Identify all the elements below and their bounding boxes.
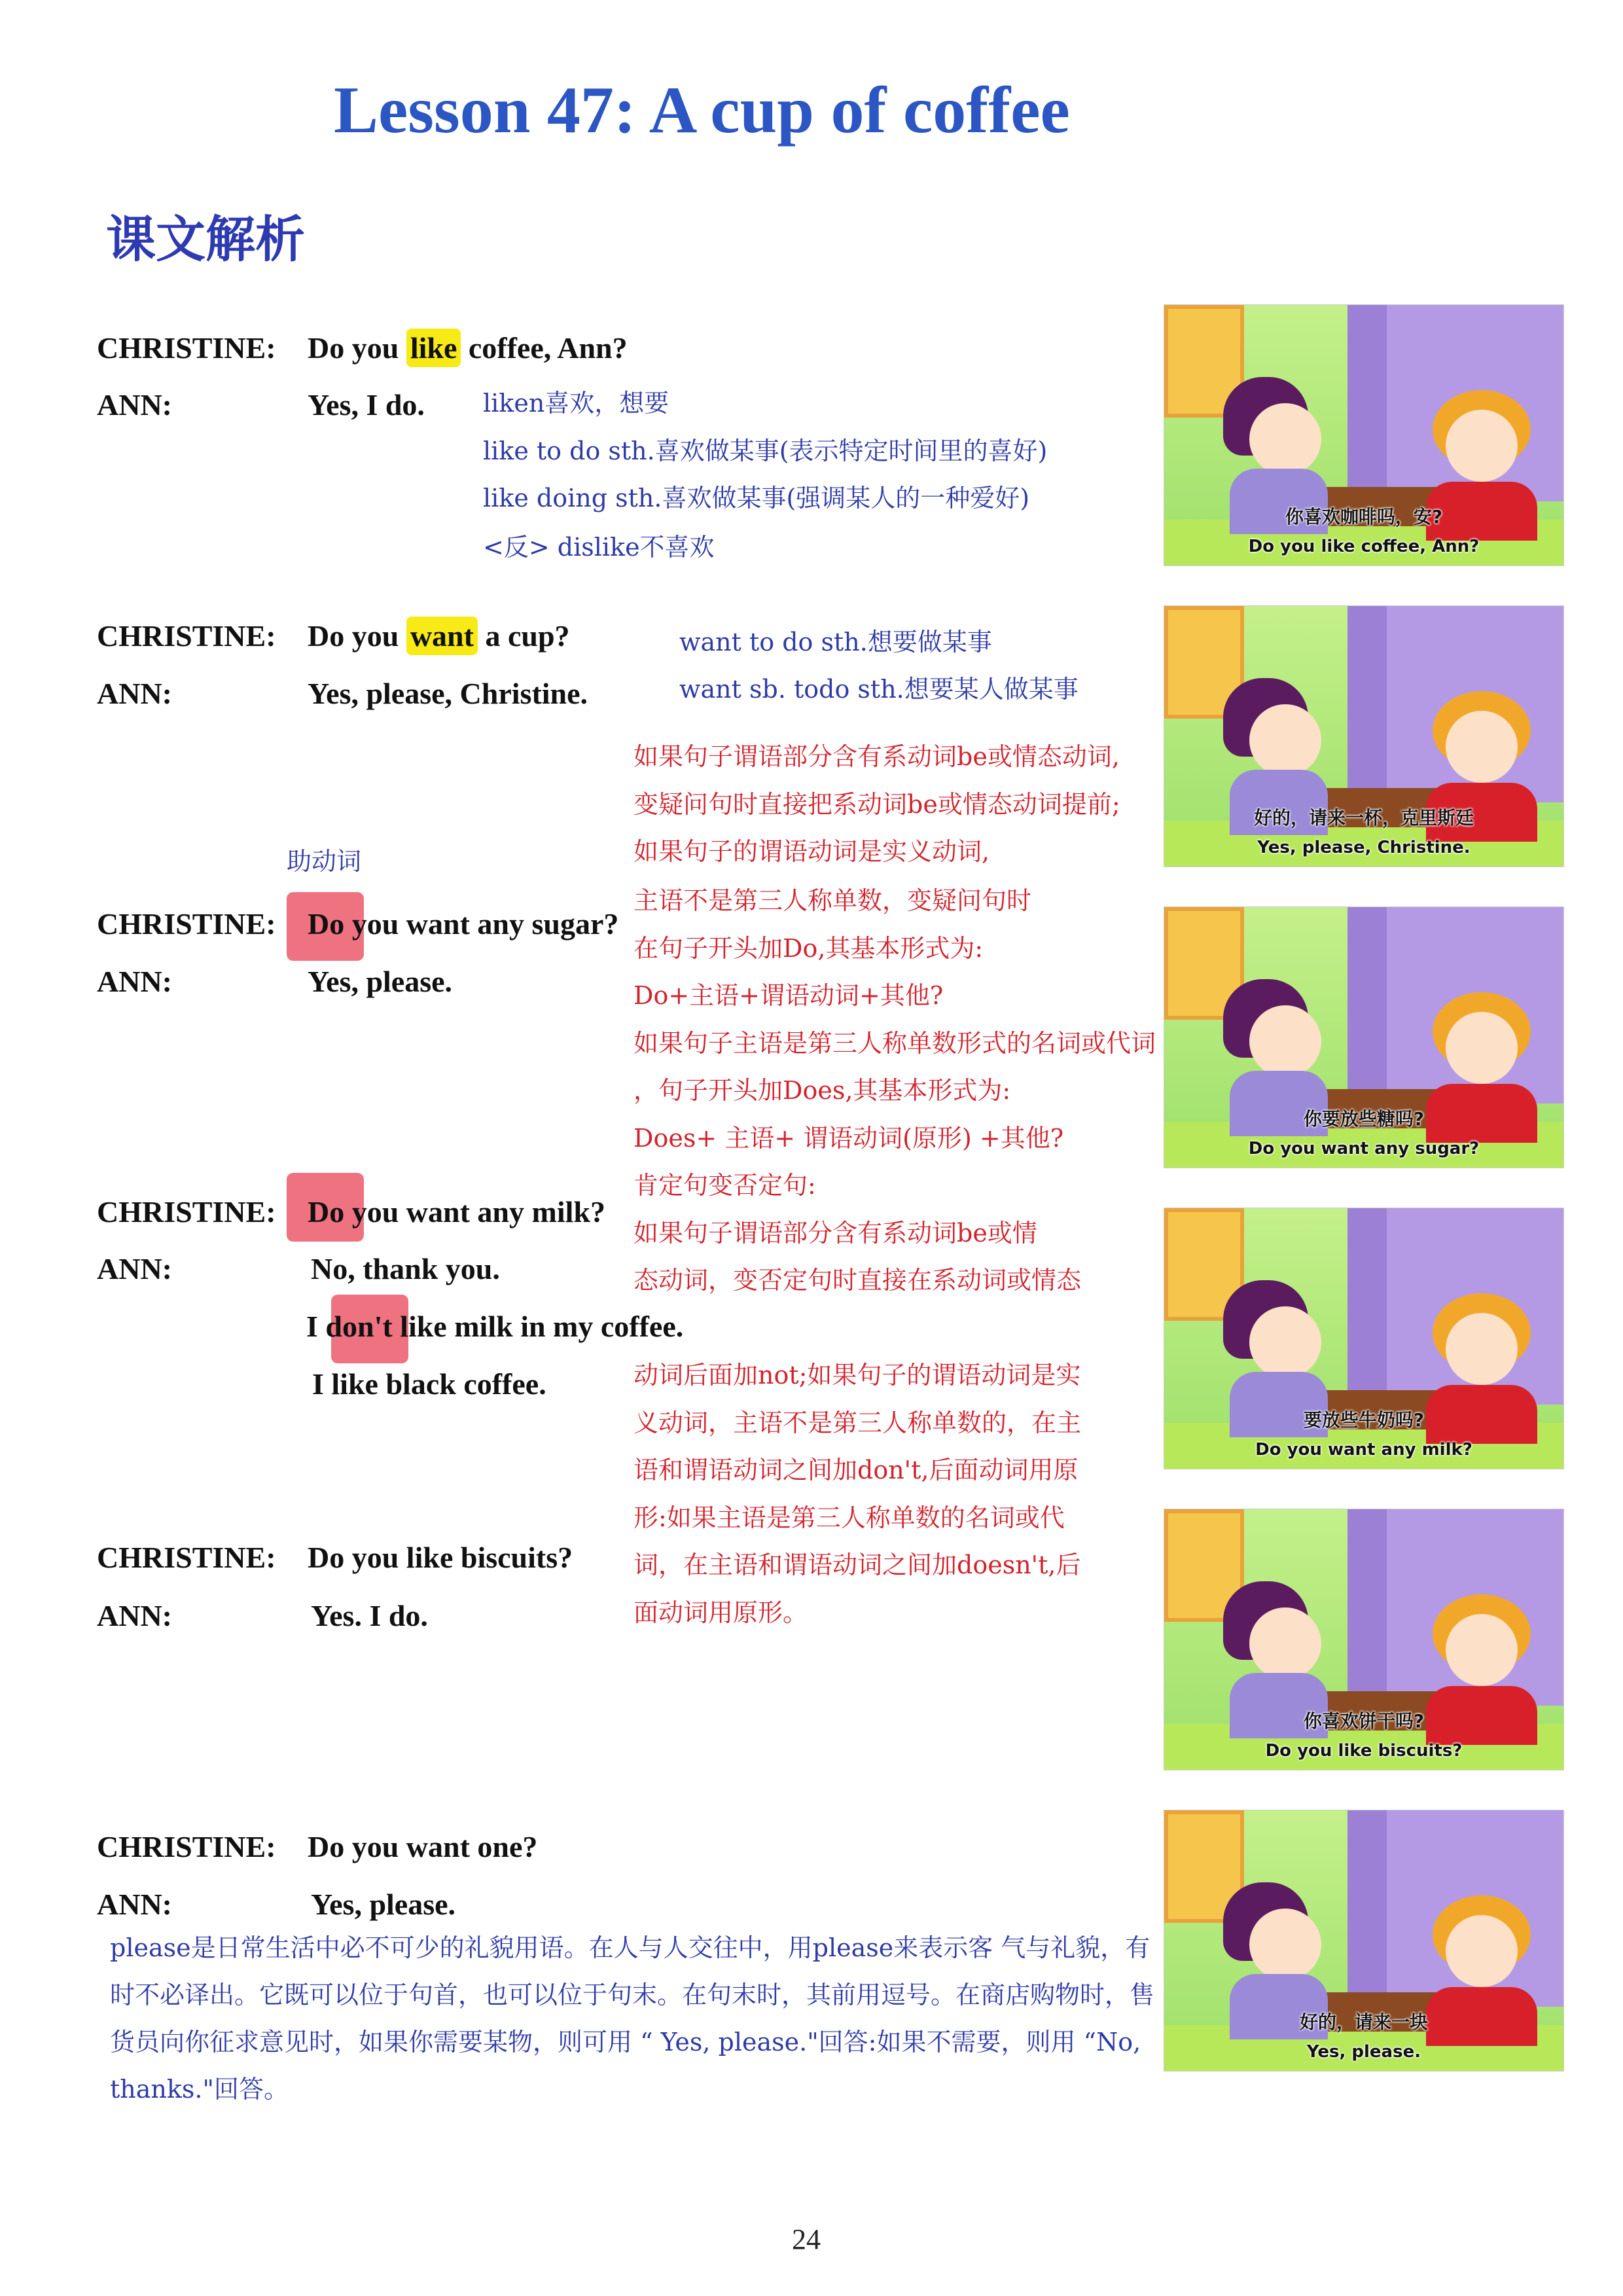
note-red: 面动词用原形。	[633, 1598, 808, 1627]
speaker-label: CHRISTINE:	[97, 907, 276, 941]
note-red: 在句子开头加Do,其基本形式为:	[633, 934, 984, 963]
scene-caption-cn: 你要放些糖吗?	[1303, 1108, 1425, 1130]
dialog-line-5: Do you want any sugar?	[308, 907, 619, 941]
note-red: 如果句子主语是第三人称单数形式的名词或代词	[633, 1029, 1156, 1058]
dialog-line-11: Do you like biscuits?	[308, 1541, 573, 1574]
page-number: 24	[792, 2223, 821, 2255]
dialog-line-1	[308, 331, 628, 365]
dialog-line-6: Yes, please.	[308, 965, 453, 998]
dialog-line-13: Do you want one?	[308, 1830, 538, 1863]
note-red: 动词后面加not;如果句子的谓语动词是实	[633, 1361, 1081, 1390]
note-red: 肯定句变否定句:	[633, 1171, 816, 1200]
note-blue: like doing sth.喜欢做某事(强调某人的一种爱好)	[483, 484, 1030, 512]
dialog-line-9: I don't like milk in my coffee.	[306, 1310, 684, 1343]
note-blue: want sb. todo sth.想要某人做某事	[679, 675, 1079, 704]
scene-caption-en: Yes, please, Christine.	[1257, 838, 1471, 857]
scene-image	[1164, 1509, 1564, 1770]
speaker-label: ANN:	[97, 965, 172, 998]
scene-caption-en: Do you want any milk?	[1255, 1440, 1472, 1460]
note-blue: like to do sth.喜欢做某事(表示特定时间里的喜好)	[483, 437, 1048, 465]
speaker-label: ANN:	[97, 1888, 172, 1921]
dialog-line-10: I like black coffee.	[312, 1367, 546, 1401]
note-red: 形:如果主语是第三人称单数的名词或代	[633, 1503, 1065, 1532]
note-red: 变疑问句时直接把系动词be或情态动词提前;	[633, 790, 1120, 819]
scene-image	[1164, 605, 1564, 867]
scene-caption-cn: 好的，请来一杯，克里斯廷	[1253, 807, 1474, 829]
line-text: Do you	[308, 619, 399, 653]
line-text: coffee, Ann?	[468, 331, 628, 365]
dialog-line-4: Yes, please, Christine.	[308, 677, 588, 710]
dialog-line-3	[308, 619, 570, 653]
scene-caption-en: Do you like biscuits?	[1265, 1741, 1463, 1761]
dialog-line-2: Yes, I do.	[308, 388, 425, 422]
speaker-label: ANN:	[97, 1599, 172, 1632]
scene-image	[1164, 1208, 1564, 1469]
scene-caption-en: Yes, please.	[1306, 2042, 1421, 2062]
scene-caption-en: Do you want any sugar?	[1248, 1139, 1480, 1158]
speaker-label: CHRISTINE:	[97, 1541, 276, 1574]
scene-image	[1164, 304, 1564, 566]
note-red: 义动词，主语不是第三人称单数的，在主	[633, 1408, 1082, 1437]
speaker-label: CHRISTINE:	[97, 331, 276, 365]
please-usage-paragraph: please是日常生活中必不可少的礼貌用语。在人与人交往中，用please来表示客 气与礼貌，有时不必译出。它既可以位于句首，也可以位于句末。在句末时，其前用逗号。在商店购物时，售货员向你征求意见时，如果你需要某物，则可用 “ Yes, please."回答:如果不需要，则用 “No, thanks."回答。	[110, 1933, 1155, 2104]
speaker-label: ANN:	[97, 388, 172, 422]
note-aux-verb: 助动词	[287, 847, 362, 876]
dialog-line-8: No, thank you.	[311, 1252, 500, 1285]
dialog-line-7: Do you want any milk?	[308, 1195, 605, 1229]
note-red: 如果句子的谓语动词是实义动词,	[633, 837, 990, 866]
note-red: 主语不是第三人称单数，变疑问句时	[633, 886, 1032, 915]
line-text: Do you	[308, 331, 399, 365]
scene-caption-en: Do you like coffee, Ann?	[1248, 537, 1480, 556]
scene-caption-cn: 好的，请来一块	[1299, 2011, 1428, 2033]
note-red: 如果句子谓语部分含有系动词be或情态动词,	[633, 742, 1120, 771]
dialog-line-12: Yes. I do.	[311, 1599, 428, 1632]
note-blue: want to do sth.想要做某事	[679, 628, 992, 656]
scene-caption-cn: 你喜欢咖啡吗，安?	[1285, 506, 1443, 528]
speaker-label: CHRISTINE:	[97, 1830, 276, 1863]
scene-caption-cn: 要放些牛奶吗?	[1303, 1409, 1425, 1431]
scene-image	[1164, 1810, 1564, 2072]
note-red: 语和谓语动词之间加don't,后面动词用原	[633, 1456, 1079, 1484]
speaker-label: CHRISTINE:	[97, 619, 276, 653]
dialog-line-14: Yes, please.	[311, 1888, 456, 1921]
note-red: 如果句子谓语部分含有系动词be或情	[633, 1219, 1037, 1247]
speaker-label: ANN:	[97, 1252, 172, 1285]
section-heading: 课文解析	[106, 210, 305, 268]
note-red: 态动词，变否定句时直接在系动词或情态	[633, 1266, 1082, 1295]
speaker-label: CHRISTINE:	[97, 1195, 276, 1229]
scene-caption-cn: 你喜欢饼干吗?	[1303, 1710, 1425, 1732]
lesson-title: Lesson 47: A cup of coffee	[334, 73, 1070, 147]
note-red: Does+ 主语+ 谓语动词(原形) +其他?	[633, 1124, 1064, 1153]
highlight-want: want	[406, 617, 478, 655]
note-red: ，句子开头加Does,其基本形式为:	[633, 1076, 1011, 1105]
line-text: a cup?	[485, 619, 570, 653]
note-red: 词，在主语和谓语动词之间加doesn't,后	[633, 1551, 1081, 1579]
note-blue: liken喜欢，想要	[483, 389, 669, 418]
note-red: Do+主语+谓语动词+其他?	[633, 981, 944, 1010]
speaker-label: ANN:	[97, 677, 172, 710]
note-blue: <反> dislike不喜欢	[483, 533, 715, 562]
highlight-like: like	[406, 329, 461, 367]
scene-image	[1164, 906, 1564, 1168]
